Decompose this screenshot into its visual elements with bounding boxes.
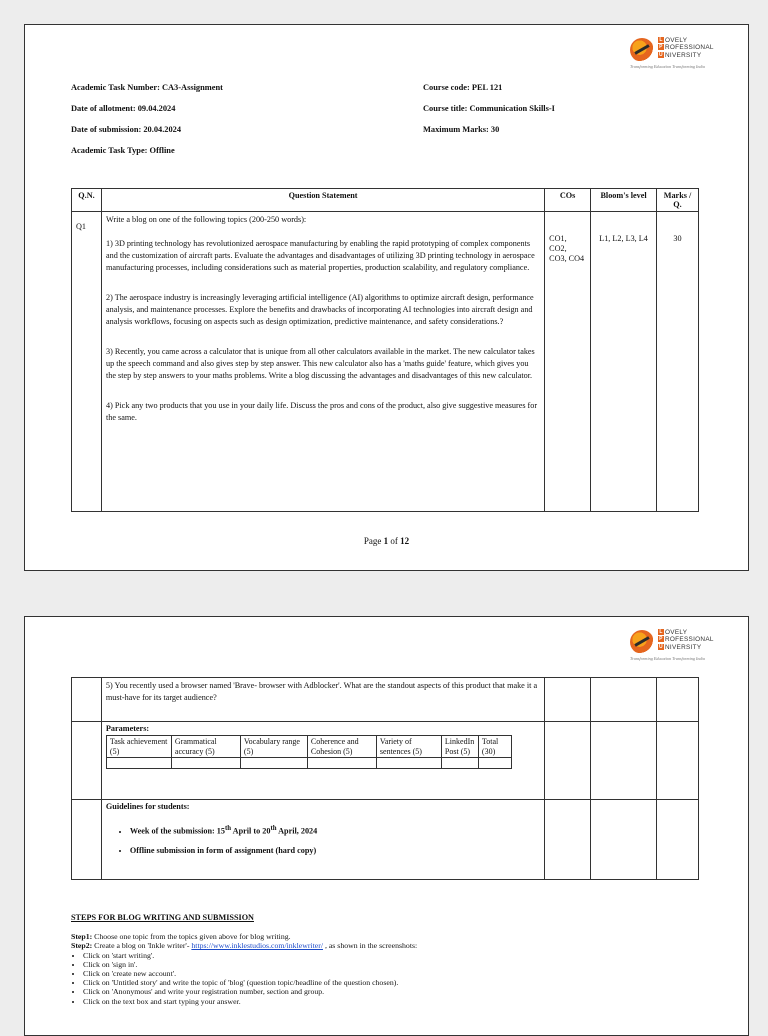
header-cos: COs (545, 189, 591, 212)
guidelines-label: Guidelines for students: (105, 802, 190, 811)
question-table-continued (71, 677, 699, 880)
university-logo (630, 629, 726, 663)
question-intro: Write a blog on one of the following topics (200-250 words): (105, 215, 307, 224)
logo-letter: U (659, 643, 663, 650)
topic-5 (101, 678, 544, 722)
page-number (25, 536, 748, 546)
parameters-label: Parameters: (105, 724, 150, 733)
question-statement (101, 212, 544, 512)
header-blooms-level: Bloom's level (591, 189, 657, 212)
university-emblem-icon (630, 630, 654, 654)
logo-letter: U (659, 51, 663, 58)
question-table (71, 188, 699, 512)
course-code: Course code: PEL 121 (423, 83, 503, 92)
step-bullet: • Click on the text box and start typing your answer. (83, 997, 711, 1006)
question-marks: 30 (657, 212, 699, 512)
logo-word: ROFESSIONAL (665, 44, 714, 52)
guideline-week: • Week of the submission: 15th April to 20th April, 2024 (130, 825, 540, 836)
guidelines-list (106, 825, 540, 855)
guideline-offline: • Offline submission in form of assignment (hard copy) (130, 846, 540, 855)
logo-word: NIVERSITY (665, 643, 702, 651)
question-number: Q1 (72, 212, 102, 512)
step-bullet: • Click on 'create new account'. (83, 969, 711, 978)
step-bullet: • Click on 'start writing'. (83, 951, 711, 960)
step-bullet: • Click on 'Anonymous' and write your registration number, section and group. (83, 987, 711, 996)
parameter-linkedin-post: LinkedIn Post (5) (441, 736, 478, 758)
page-number-total: 12 (400, 536, 410, 546)
parameter-task-achievement: Task achievement (5) (106, 736, 171, 758)
topic-5-text: 5) You recently used a browser named 'Brave- browser with Adblocker'. What are the standout aspects of this product that make it a must-have for its target audience? (105, 681, 538, 702)
step-1: Step1: Choose one topic from the topics given above for blog writing. (71, 932, 291, 942)
parameter-grammatical-accuracy: Grammatical accuracy (5) (171, 736, 240, 758)
topic-3: 3) Recently, you came across a calculator that is unique from all other calculators available in the market. The new calculator takes up the speech command and also gives step by step answer. This new calculator also has a 'maths guide' feature, which gives you the step by step answers to your maths problems. Write a blog discussing the advantages and disadvantages of this new calculator. (105, 347, 535, 380)
document-page-2 (24, 616, 749, 1036)
parameter-coherence-cohesion: Coherence and Cohesion (5) (307, 736, 376, 758)
document-page-1 (24, 24, 749, 571)
course-title: Course title: Communication Skills-I (423, 104, 555, 113)
logo-word: NIVERSITY (665, 51, 702, 59)
guidelines-cell (101, 800, 544, 880)
academic-task-number: Academic Task Number: CA3-Assignment (71, 83, 223, 92)
logo-word: OVELY (665, 37, 688, 44)
parameter-variety-of-sentences: Variety of sentences (5) (376, 736, 441, 758)
logo-word: ROFESSIONAL (665, 636, 714, 644)
date-of-submission: Date of submission: 20.04.2024 (71, 125, 182, 134)
parameter-total: Total (30) (478, 736, 511, 758)
step-bullet: • Click on 'sign in'. (83, 960, 711, 969)
blog-steps-section (71, 913, 711, 1006)
header-marks: Marks / Q. (657, 189, 699, 212)
step-2: Step2: Create a blog on 'Inkle writer'- https://www.inklestudios.com/inklewriter/ , as shown in the screenshots: (71, 941, 418, 951)
steps-heading: STEPS FOR BLOG WRITING AND SUBMISSION (71, 913, 254, 922)
parameter-vocabulary-range: Vocabulary range (5) (240, 736, 307, 758)
university-emblem-icon (630, 38, 654, 62)
header-question-statement: Question Statement (101, 189, 544, 212)
topic-4: 4) Pick any two products that you use in your daily life. Discuss the pros and cons of the product, also give suggestive measures for the same. (105, 401, 538, 422)
topic-2: 2) The aerospace industry is increasingly leveraging artificial intelligence (AI) algorithms to optimize aircraft design, performance analysis, and maintenance processes. Explore the benefits and drawbacks of incorporating AI technologies into aircraft design and analysis workflows, focusing on aspects such as design optimization, predictive maintenance, and safety considerations.? (105, 293, 534, 326)
inklewriter-link[interactable]: https://www.inklestudios.com/inklewriter/ (191, 941, 323, 951)
course-outcomes: CO1, CO2, CO3, CO4 (545, 212, 591, 512)
academic-task-type: Academic Task Type: Offline (71, 146, 175, 155)
logo-word: OVELY (665, 629, 688, 636)
parameters-table (106, 735, 512, 769)
logo-tagline: Transforming Education Transforming India (630, 656, 705, 661)
topic-1: 1) 3D printing technology has revolutionized aerospace manufacturing by enabling the rapid prototyping of complex components and the customization of aircraft parts. Evaluate the advantages and disadvantages of utilizing 3D printing technology in aerospace manufacturing processes, including considerations such as material properties, production scalability, and regulatory compliance. (105, 239, 535, 272)
header-qn: Q.N. (72, 189, 102, 212)
logo-tagline: Transforming Education Transforming India (630, 64, 705, 69)
page-number-prefix: Page (363, 536, 384, 546)
logo-letter: L (659, 37, 663, 43)
logo-letter: P (659, 636, 663, 643)
page-number-of: of (388, 536, 401, 546)
logo-letter: L (659, 629, 663, 635)
maximum-marks: Maximum Marks: 30 (423, 125, 500, 134)
university-logo (630, 37, 726, 71)
date-of-allotment: Date of allotment: 09.04.2024 (71, 104, 176, 113)
blooms-level: L1, L2, L3, L4 (591, 212, 657, 512)
logo-letter: P (659, 44, 663, 51)
parameters-cell (101, 722, 544, 800)
step-bullet: • Click on 'Untitled story' and write the topic of 'blog' (question topic/headline of the question chosen). (83, 978, 711, 987)
steps-bullet-list (71, 951, 711, 1006)
page-number-current: 1 (383, 536, 389, 546)
